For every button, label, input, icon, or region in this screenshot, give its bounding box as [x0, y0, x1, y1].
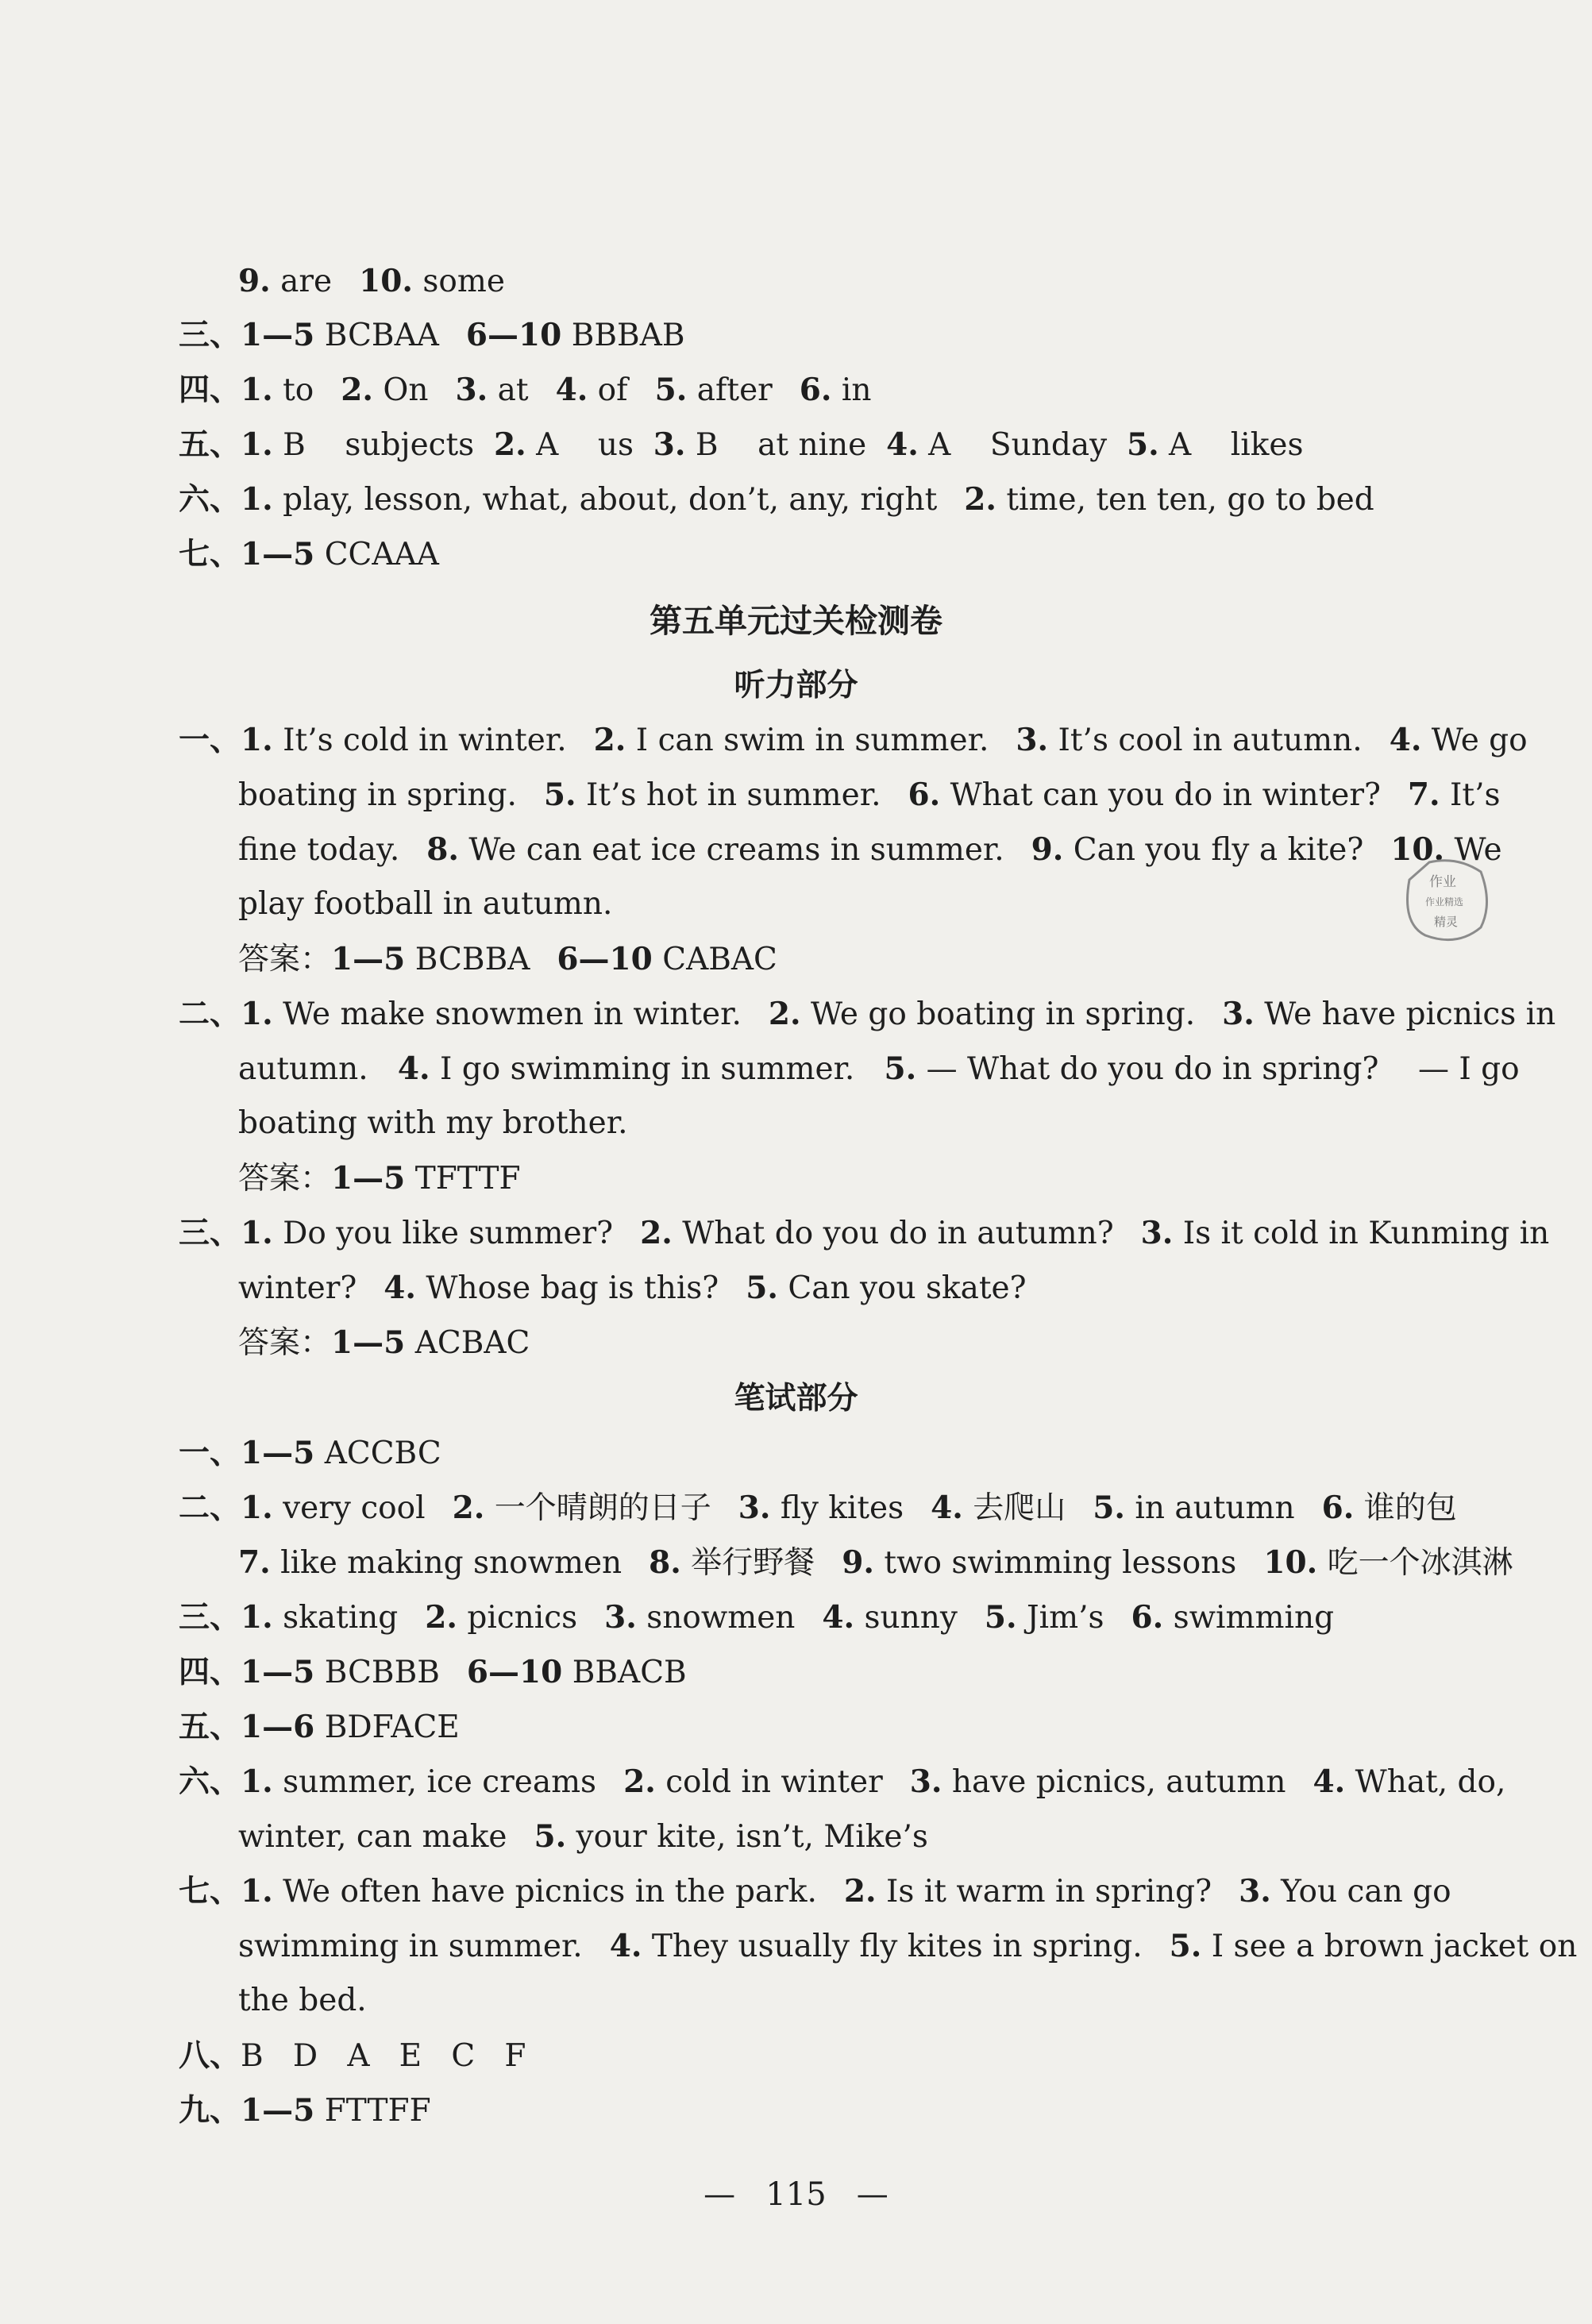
answer-line: 三、1. skating 2. picnics 3. snowmen 4. sunny 5. Jim’s 6. swimming: [179, 1599, 1335, 1636]
written-heading: 笔试部分: [734, 1381, 858, 1416]
answer-line: 一、1—5 ACCBC: [179, 1435, 441, 1471]
answer-line: 9. are 10. some: [238, 263, 505, 299]
answer-line: 二、1. very cool 2. 一个晴朗的日子 3. fly kites 4. 去爬山 5. in autumn 6. 谁的包: [179, 1490, 1457, 1526]
answer-line: 四、1. to 2. On 3. at 4. of 5. after 6. in: [179, 372, 872, 408]
answer-key-line: 答案：1—5 TFTTF: [238, 1160, 521, 1197]
homework-stamp: [1393, 848, 1497, 951]
answer-line: 五、1—6 BDFACE: [179, 1709, 460, 1745]
listening-heading: 听力部分: [734, 668, 858, 703]
answer-line: 六、1. summer, ice creams 2. cold in winter 3. have picnics, autumn 4. What, do,: [179, 1763, 1506, 1800]
answer-line: winter? 4. Whose bag is this? 5. Can you skate?: [238, 1270, 1027, 1306]
answer-line: 7. like making snowmen 8. 举行野餐 9. two swimming lessons 10. 吃一个冰淇淋: [238, 1544, 1513, 1581]
answer-line: fine today. 8. We can eat ice creams in summer. 9. Can you fly a kite? 10. We: [238, 831, 1502, 868]
answer-line: 七、1. We often have picnics in the park. 2. Is it warm in spring? 3. You can go: [179, 1873, 1451, 1910]
answer-line: winter, can make 5. your kite, isn’t, Mike’s: [238, 1818, 928, 1855]
answer-line: 八、B D A E C F: [179, 2037, 526, 2074]
answer-key-line: 答案：1—5 BCBBA 6—10 CABAC: [238, 941, 777, 977]
svg-text:作业: 作业: [1429, 874, 1456, 890]
page-number: — 115 —: [703, 2176, 889, 2213]
svg-text:精灵: 精灵: [1433, 915, 1459, 929]
answer-line: 九、1—5 FTTFF: [179, 2092, 431, 2129]
answer-line: 一、1. It’s cold in winter. 2. I can swim in summer. 3. It’s cool in autumn. 4. We go: [179, 722, 1528, 758]
answer-line: 二、1. We make snowmen in winter. 2. We go boating in spring. 3. We have picnics in: [179, 996, 1556, 1032]
answer-line: autumn. 4. I go swimming in summer. 5. — What do you do in spring? — I go: [238, 1050, 1520, 1087]
answer-line: 七、1—5 CCAAA: [179, 536, 439, 572]
answer-line: 三、1. Do you like summer? 2. What do you do in autumn? 3. Is it cold in Kunming in: [179, 1215, 1550, 1251]
answer-key-line: 答案：1—5 ACBAC: [238, 1324, 530, 1361]
answer-line: the bed.: [238, 1983, 367, 2018]
answer-line: boating in spring. 5. It’s hot in summer. 6. What can you do in winter? 7. It’s: [238, 777, 1501, 813]
unit-title: 第五单元过关检测卷: [650, 602, 942, 640]
stamp-icon: [1393, 848, 1497, 951]
answer-line: 四、1—5 BCBBB 6—10 BBACB: [179, 1654, 687, 1690]
answer-line: play football in autumn.: [238, 886, 613, 922]
svg-text:作业精选: 作业精选: [1424, 896, 1464, 908]
answer-line: boating with my brother.: [238, 1105, 628, 1141]
answer-line: 五、1. B subjects 2. A us 3. B at nine 4. A Sunday 5. A likes: [179, 426, 1304, 463]
answer-line: 六、1. play, lesson, what, about, don’t, any, right 2. time, ten ten, go to bed: [179, 481, 1374, 518]
answer-line: swimming in summer. 4. They usually fly kites in spring. 5. I see a brown jacket on: [238, 1928, 1578, 1964]
answer-line: 三、1—5 BCBAA 6—10 BBBAB: [179, 317, 685, 353]
